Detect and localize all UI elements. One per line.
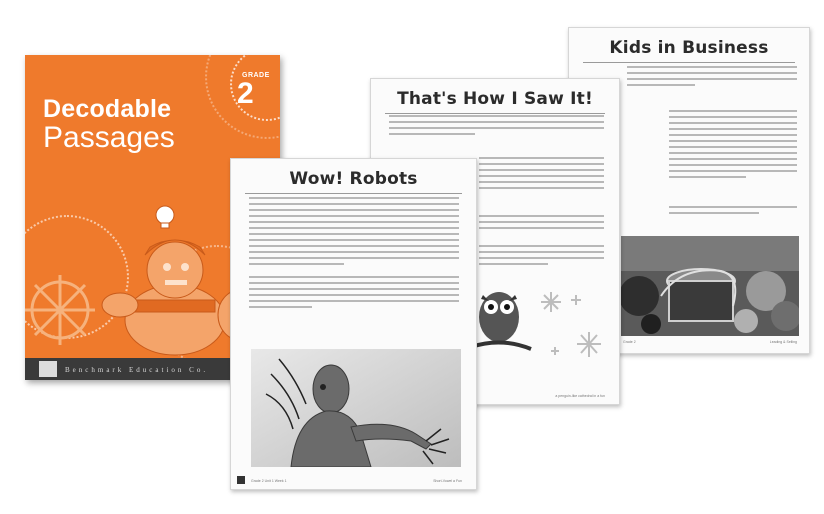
title-rule xyxy=(245,193,462,194)
page-wow-robots xyxy=(230,158,477,490)
page-footer-right: Leading & Selling xyxy=(769,340,797,344)
page-footer-left: Grade 2 Unit 1 Week 1 xyxy=(251,479,287,483)
body-text xyxy=(389,115,604,139)
body-text xyxy=(669,206,797,218)
grade-label: GRADE xyxy=(242,72,270,79)
robot-photo xyxy=(251,349,461,467)
publisher-name: Benchmark Education Co. xyxy=(65,366,209,374)
page-title: Kids in Business xyxy=(609,38,769,58)
cover-title-line2: Passages xyxy=(43,121,175,154)
body-text xyxy=(479,157,604,193)
body-text xyxy=(669,110,797,182)
publisher-logo xyxy=(39,361,57,377)
page-title: That's How I Saw It! xyxy=(397,89,593,109)
cover-title-line1: Decodable xyxy=(43,95,172,123)
title-rule xyxy=(583,62,795,63)
owl-illustration xyxy=(471,277,611,372)
body-text-paragraph-1 xyxy=(249,197,459,269)
page-footer-right: Short-Vowel a Fun xyxy=(433,479,462,483)
page-footer: a penguin-like cathedral in a fun xyxy=(555,394,605,398)
page-title: Wow! Robots xyxy=(289,169,418,189)
body-text xyxy=(627,66,797,90)
body-text-paragraph-2 xyxy=(249,276,459,312)
grade-number: 2 xyxy=(237,77,254,110)
page-footer-left: Grade 2 xyxy=(623,340,636,344)
title-rule xyxy=(385,113,605,114)
body-text xyxy=(479,215,604,233)
publisher-logo-small xyxy=(237,476,245,484)
jam-jar-photo xyxy=(621,236,799,336)
body-text xyxy=(479,245,604,269)
